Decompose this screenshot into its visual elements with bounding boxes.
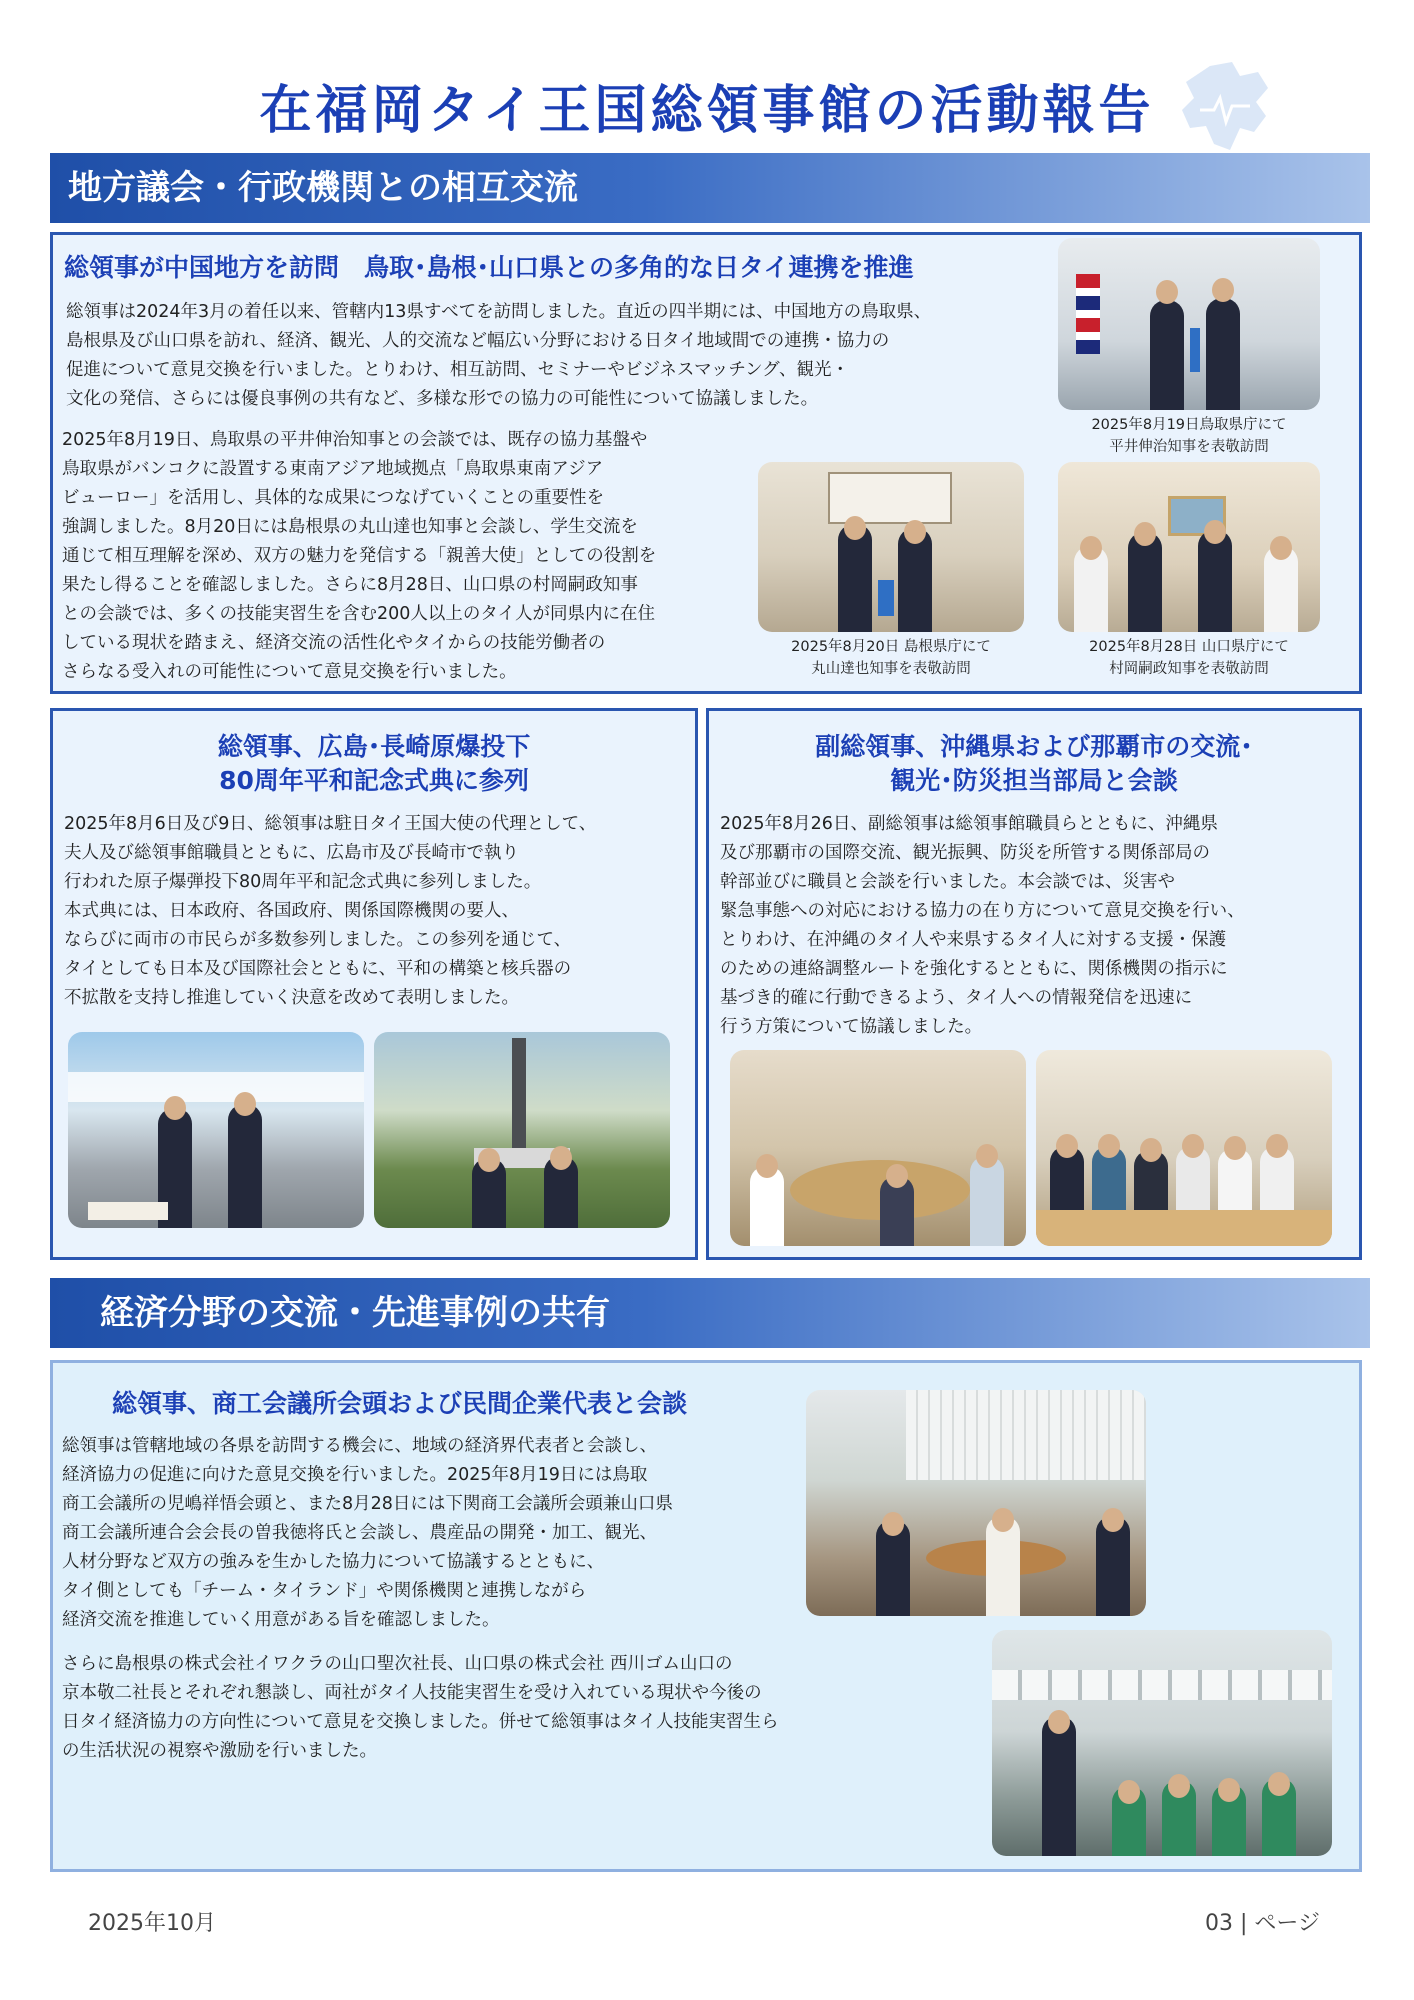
article-paragraph-chamber: 総領事は管轄地域の各県を訪問する機会に、地域の経済界代表者と会談し、 経済協力の促進に向けた意見交換を行いました。2025年8月19日には鳥取 商工会議所の児嶋祥悟会頭と、また8月28日には下関商工会議所会頭兼山口県 商工会議所連合会会長の曽我徳将氏と会談し、農産品の開発・加工、観光、 人材分野など双方の強みを生かした協力について協議するとともに、 タイ側としても「チーム・タイランド」や関係機関と連携しながら 経済交流を推進していく用意がある旨を確認しました。 xyxy=(62,1436,673,1630)
photo-chamber-meeting xyxy=(806,1390,1146,1616)
section-heading-economic-exchange: 経済分野の交流・先進事例の共有 xyxy=(50,1278,1370,1348)
page-title: 在福岡タイ王国総領事館の活動報告 xyxy=(259,81,1155,141)
article-title-okinawa-1: 副総領事、沖縄県および那覇市の交流･ xyxy=(815,732,1253,761)
photo-hiroshima-ceremony xyxy=(68,1032,364,1228)
article-title-okinawa-2: 観光･防災担当部局と会談 xyxy=(890,766,1178,795)
article-paragraph-intro: 総領事は2024年3月の着任以来、管轄内13県すべてを訪問しました。直近の四半期には、中国地方の鳥取県、 島根県及び山口県を訪れ、経済、観光、人的交流など幅広い分野における日タイ地域間での連携・協力の 促進について意見交換を行いました。とりわけ、相互訪問、セミナーやビジネスマッチング、観光・ 文化の発信、さらには優良事例の共有など、多様な形での協力の可能性について協議しました。 xyxy=(66,302,932,409)
photo-okinawa-group xyxy=(1036,1050,1332,1246)
article-paragraph-companies: さらに島根県の株式会社イワクラの山口聖次社長、山口県の株式会社 西川ゴム山口の 京本敬二社長とそれぞれ懇談し、両社がタイ人技能実習生を受け入れている現状や今後の 日タイ経済協力の方向性について意見を交換しました。併せて総領事はタイ人技能実習生ら の生活状況の視察や激励を行いました。 xyxy=(62,1654,779,1761)
photo-tottori-meeting xyxy=(1058,238,1320,410)
article-title-chamber: 総領事、商工会議所会頭および民間企業代表と会談 xyxy=(112,1389,688,1418)
footer-page-number: 03 | ページ xyxy=(1205,1911,1320,1936)
photo-shimane-meeting xyxy=(758,462,1024,632)
photo-yamaguchi-meeting xyxy=(1058,462,1320,632)
section-heading-local-exchange: 地方議会・行政機関との相互交流 xyxy=(50,153,1370,223)
kyushu-map-icon xyxy=(1170,58,1280,158)
caption-shimane: 2025年8月20日 島根県庁にて 丸山達也知事を表敬訪問 xyxy=(791,639,991,677)
photo-nagasaki-ceremony xyxy=(374,1032,670,1228)
article-title-peace-1: 総領事、広島･長崎原爆投下 xyxy=(217,732,531,761)
caption-yamaguchi: 2025年8月28日 山口県庁にて 村岡嗣政知事を表敬訪問 xyxy=(1089,639,1289,677)
article-title-chugoku: 総領事が中国地方を訪問 鳥取･島根･山口県との多角的な日タイ連携を推進 xyxy=(64,253,914,282)
caption-tottori: 2025年8月19日鳥取県庁にて 平井伸治知事を表敬訪問 xyxy=(1091,417,1287,455)
photo-trainees-visit xyxy=(992,1630,1332,1856)
article-paragraph-governors: 2025年8月19日、鳥取県の平井伸治知事との会談では、既存の協力基盤や 鳥取県がバンコクに設置する東南アジア地域拠点「鳥取県東南アジア ビューロー」を活用し、具体的な成果につなげていくことの重要性を 強調しました。8月20日には島根県の丸山達也知事と会談し、学生交流を 通じて相互理解を深め、双方の魅力を発信する「親善大使」としての役割を 果たし得ることを確認しました。さらに8月28日、山口県の村岡嗣政知事 との会談では、多くの技能実習生を含む200人以上のタイ人が同県内に在住 している現状を踏まえ、経済交流の活性化やタイからの技能労働者の さらなる受入れの可能性について意見交換を行いました。 xyxy=(62,430,657,682)
photo-okinawa-meeting-table xyxy=(730,1050,1026,1246)
article-body-peace: 2025年8月6日及び9日、総領事は駐日タイ王国大使の代理として、 夫人及び総領事館職員とともに、広島市及び長崎市で執り 行われた原子爆弾投下80周年平和記念式典に参列しました。 本式典には、日本政府、各国政府、関係国際機関の要人、 ならびに両市の市民らが多数参列しました。この参列を通じて、 タイとしても日本及び国際社会とともに、平和の構築と核兵器の 不拡散を支持し推進していく決意を改めて表明しました。 xyxy=(64,814,597,1008)
article-title-peace-2: 80周年平和記念式典に参列 xyxy=(219,766,529,795)
article-body-okinawa: 2025年8月26日、副総領事は総領事館職員らとともに、沖縄県 及び那覇市の国際交流、観光振興、防災を所管する関係部局の 幹部並びに職員と会談を行いました。本会談では、災害や 緊急事態への対応における協力の在り方について意見交換を行い、 とりわけ、在沖縄のタイ人や来県するタイ人に対する支援・保護 のための連絡調整ルートを強化するとともに、関係機関の指示に 基づき的確に行動できるよう、タイ人への情報発信を迅速に 行う方策について協議しました。 xyxy=(720,814,1245,1037)
footer-date: 2025年10月 xyxy=(88,1911,216,1936)
